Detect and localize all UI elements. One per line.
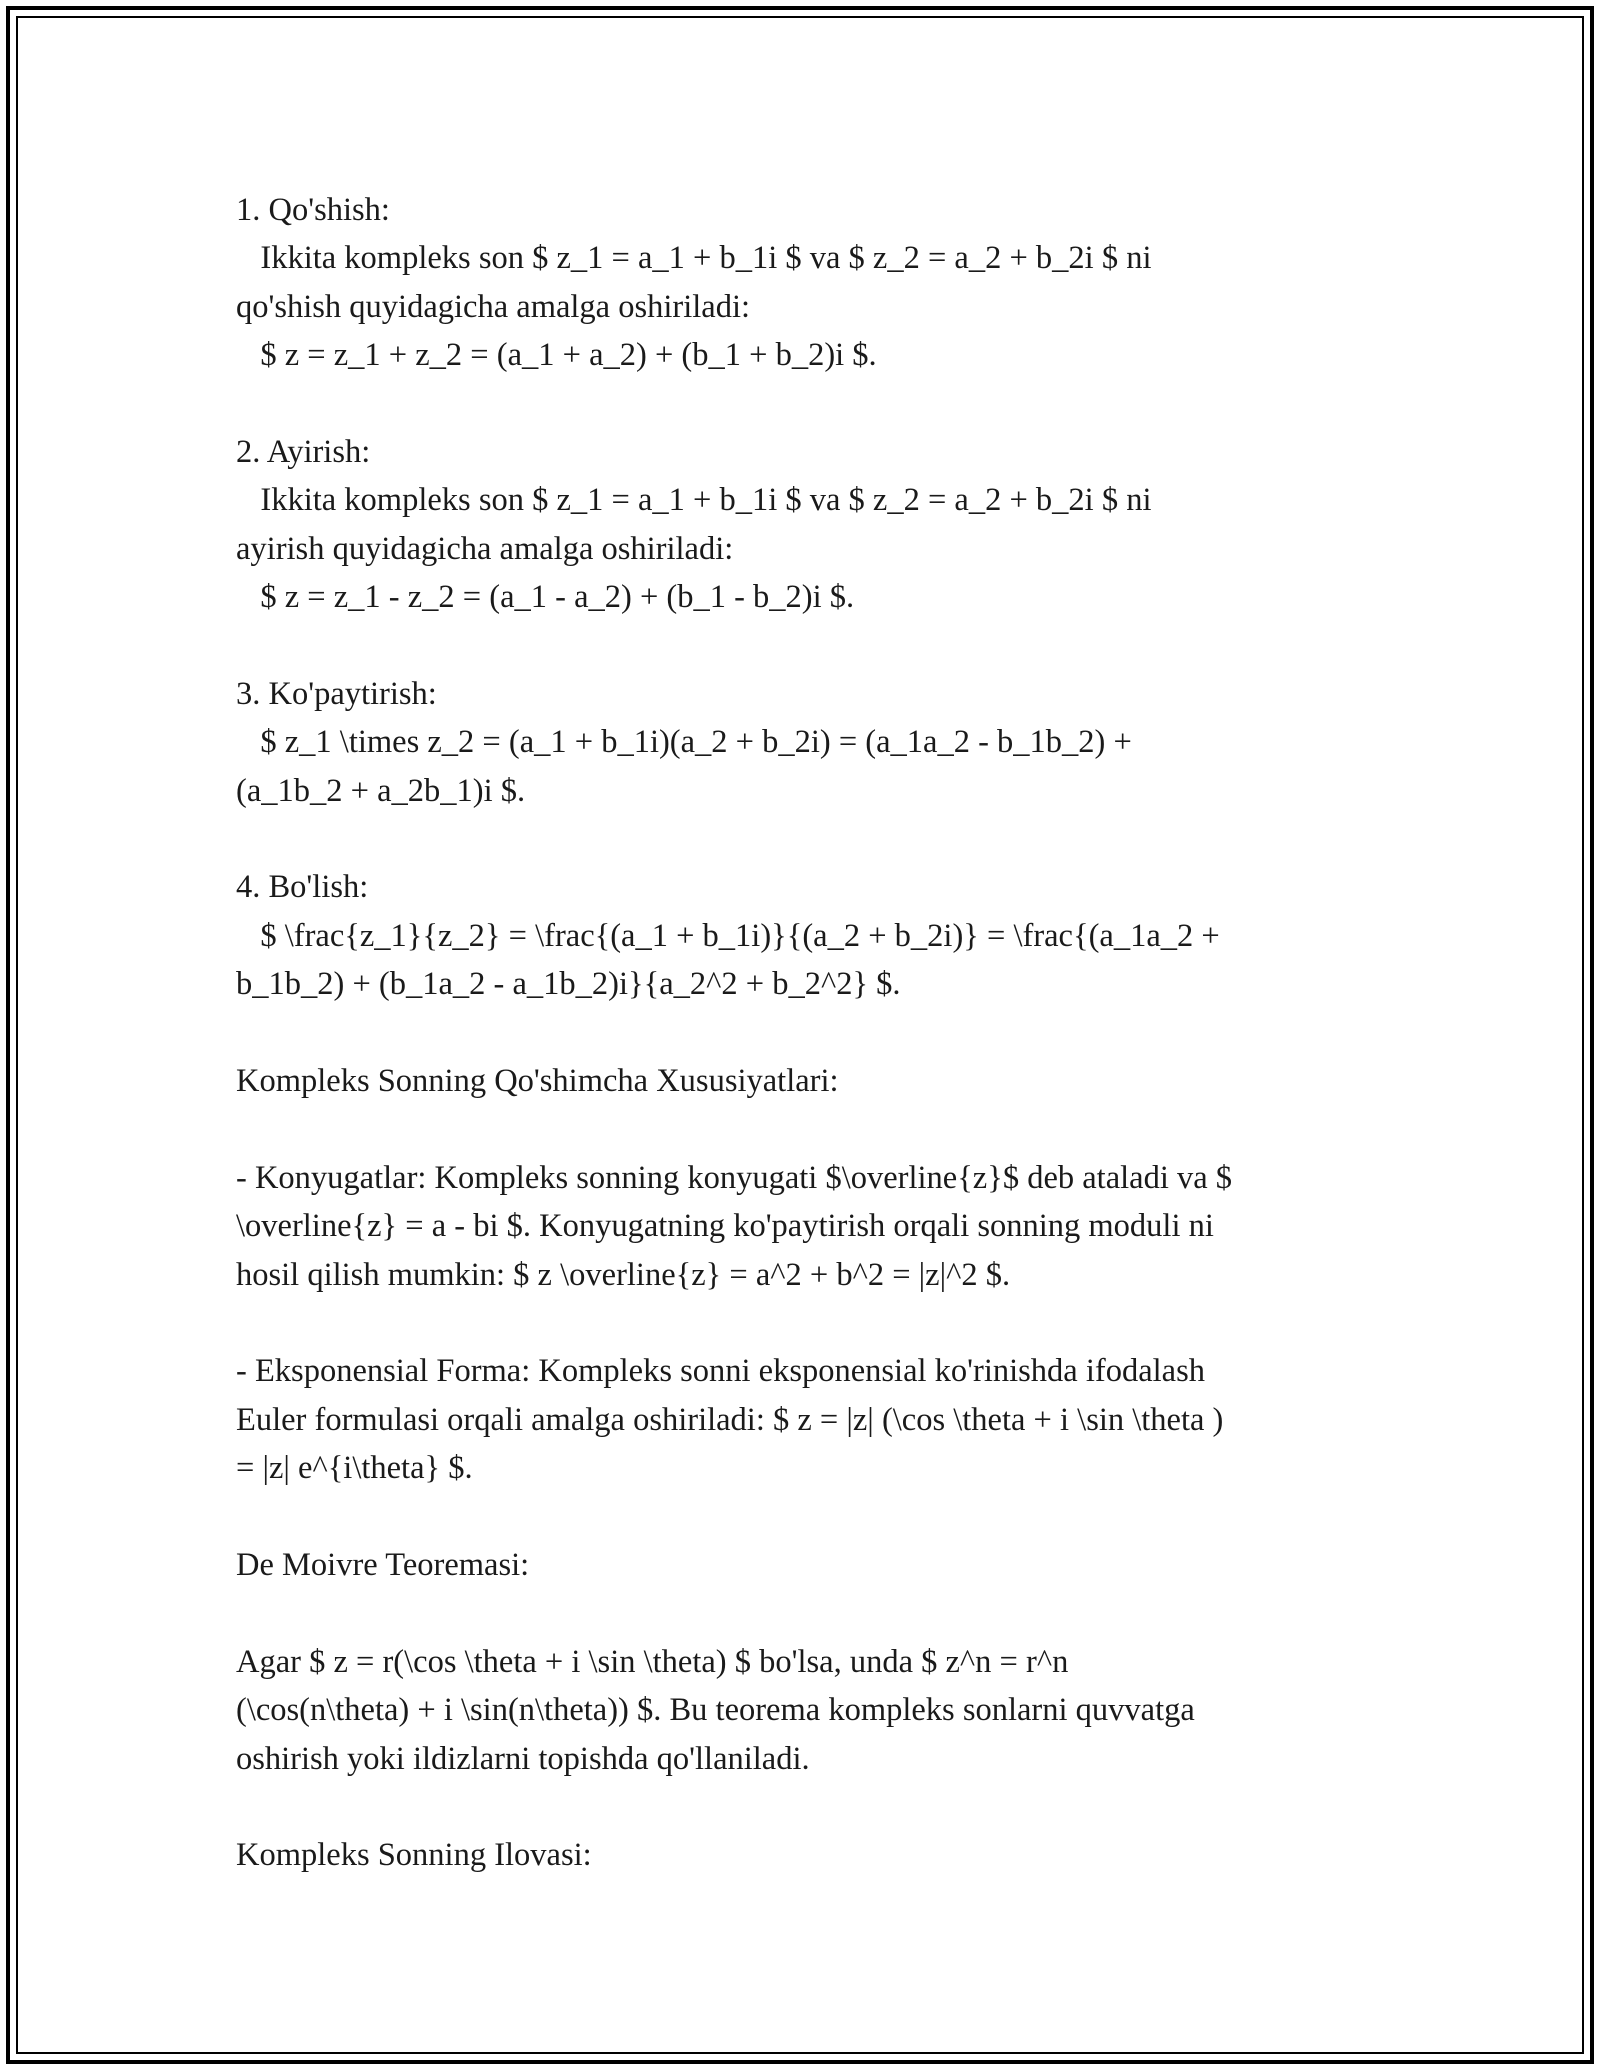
text-line: qo'shish quyidagicha amalga oshiriladi:: [236, 288, 751, 325]
formula-line: (a_1b_2 + a_2b_1)i $.: [236, 772, 526, 809]
heading-ilovasi: Kompleks Sonning Ilovasi:: [236, 1837, 592, 1874]
formula-line: b_1b_2) + (b_1a_2 - a_1b_2)i}{a_2^2 + b_2^2} $.: [236, 966, 901, 1003]
section-heading-kopaytirish: 3. Ko'paytirish:: [236, 675, 437, 712]
paragraph-eksponensial: [236, 1347, 1376, 1492]
text-line: Agar $ z = r(\cos \theta + i \sin \theta) $ bo'lsa, unda $ z^n = r^n: [236, 1643, 1069, 1680]
section-qoshish: [236, 186, 1376, 380]
section-kopaytirish: [236, 670, 1376, 815]
paragraph-de-moivre: [236, 1638, 1376, 1783]
text-line: - Konyugatlar: Kompleks sonning konyugati $\overline{z}$ deb ataladi va $: [236, 1159, 1233, 1196]
formula-line: $ z = z_1 - z_2 = (a_1 - a_2) + (b_1 - b_2)i $.: [236, 579, 855, 616]
section-heading-qoshish: 1. Qo'shish:: [236, 192, 390, 228]
text-line: ayirish quyidagicha amalga oshiriladi:: [236, 530, 734, 567]
section-ayirish: [236, 428, 1376, 622]
text-line: \overline{z} = a - bi $. Konyugatning ko'paytirish orqali sonning moduli ni: [236, 1208, 1214, 1245]
paragraph-spacer: [236, 815, 1376, 863]
text-line: (\cos(n\theta) + i \sin(n\theta)) $. Bu teorema kompleks sonlarni quvvatga: [236, 1692, 1195, 1729]
text-line: Ikkita kompleks son $ z_1 = a_1 + b_1i $ va $ z_2 = a_2 + b_2i $ ni: [236, 482, 1152, 519]
text-line: Euler formulasi orqali amalga oshiriladi: $ z = |z| (\cos \theta + i \sin \theta ): [236, 1401, 1224, 1438]
document-body: [236, 186, 1376, 1880]
heading-qoshimcha-xususiyatlar: Kompleks Sonning Qo'shimcha Xususiyatlari:: [236, 1063, 839, 1100]
formula-line: $ z = z_1 + z_2 = (a_1 + a_2) + (b_1 + b_2)i $.: [236, 337, 877, 374]
paragraph-spacer: [236, 1009, 1376, 1057]
paragraph-spacer: [236, 622, 1376, 670]
section-heading-ayirish: 2. Ayirish:: [236, 433, 371, 470]
text-line: Ikkita kompleks son $ z_1 = a_1 + b_1i $ va $ z_2 = a_2 + b_2i $ ni: [236, 240, 1152, 277]
paragraph-spacer: [236, 1589, 1376, 1637]
heading-de-moivre: De Moivre Teoremasi:: [236, 1546, 530, 1583]
paragraph-spacer: [236, 1493, 1376, 1541]
text-line: hosil qilish mumkin: $ z \overline{z} = a^2 + b^2 = |z|^2 $.: [236, 1256, 1011, 1293]
formula-line: $ \frac{z_1}{z_2} = \frac{(a_1 + b_1i)}{(a_2 + b_2i)} = \frac{(a_1a_2 +: [236, 917, 1220, 954]
section-heading-bolish: 4. Bo'lish:: [236, 869, 369, 906]
paragraph-konyugatlar: [236, 1154, 1376, 1299]
text-line: = |z| e^{i\theta} $.: [236, 1450, 473, 1487]
text-line: oshirish yoki ildizlarni topishda qo'llaniladi.: [236, 1740, 810, 1777]
paragraph-spacer: [236, 1783, 1376, 1831]
paragraph-spacer: [236, 1105, 1376, 1153]
section-bolish: [236, 863, 1376, 1008]
paragraph-spacer: [236, 380, 1376, 428]
paragraph-spacer: [236, 1299, 1376, 1347]
text-line: - Eksponensial Forma: Kompleks sonni eksponensial ko'rinishda ifodalash: [236, 1353, 1205, 1390]
formula-line: $ z_1 \times z_2 = (a_1 + b_1i)(a_2 + b_2i) = (a_1a_2 - b_1b_2) +: [236, 724, 1132, 761]
